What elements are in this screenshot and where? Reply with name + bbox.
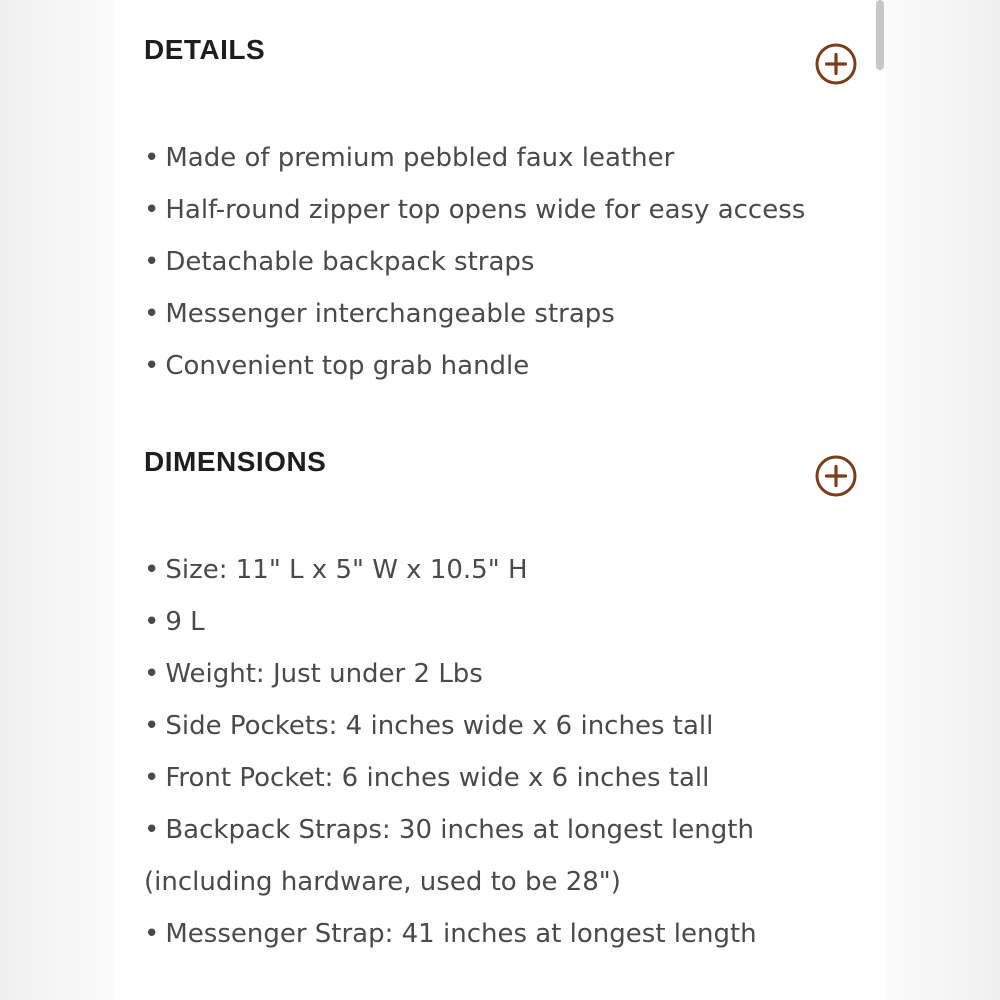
list-item: • Backpack Straps: 30 inches at longest length (including hardware, used to be 28") [144,815,754,897]
dimensions-title: DIMENSIONS [144,446,327,477]
list-item: • Messenger interchangeable straps [144,299,615,329]
list-item: • Weight: Just under 2 Lbs [144,659,483,689]
list-item: • Size: 11" L x 5" W x 10.5" H [144,555,528,585]
dimensions-list [144,544,858,960]
dimensions-expand-button[interactable] [814,454,858,498]
list-item: • Convenient top grab handle [144,351,530,381]
dimensions-header[interactable] [144,438,858,486]
details-expand-button[interactable] [814,42,858,86]
details-header[interactable] [144,26,858,74]
list-item: • Front Pocket: 6 inches wide x 6 inches tall [144,763,710,793]
list-item: • Messenger Strap: 41 inches at longest length [144,919,757,949]
list-item: • Detachable backpack straps [144,247,535,277]
details-section [144,26,858,392]
dimensions-section [144,438,858,960]
details-list [144,132,858,392]
plus-circle-icon [814,42,858,86]
list-item: • 9 L [144,607,205,637]
list-item: • Side Pockets: 4 inches wide x 6 inches tall [144,711,714,741]
list-item: • Half-round zipper top opens wide for easy access [144,195,806,225]
plus-circle-icon [814,454,858,498]
list-item: • Made of premium pebbled faux leather [144,143,675,173]
details-title: DETAILS [144,34,266,65]
scrollbar-thumb[interactable] [876,0,884,70]
product-info-panel [114,0,886,1000]
